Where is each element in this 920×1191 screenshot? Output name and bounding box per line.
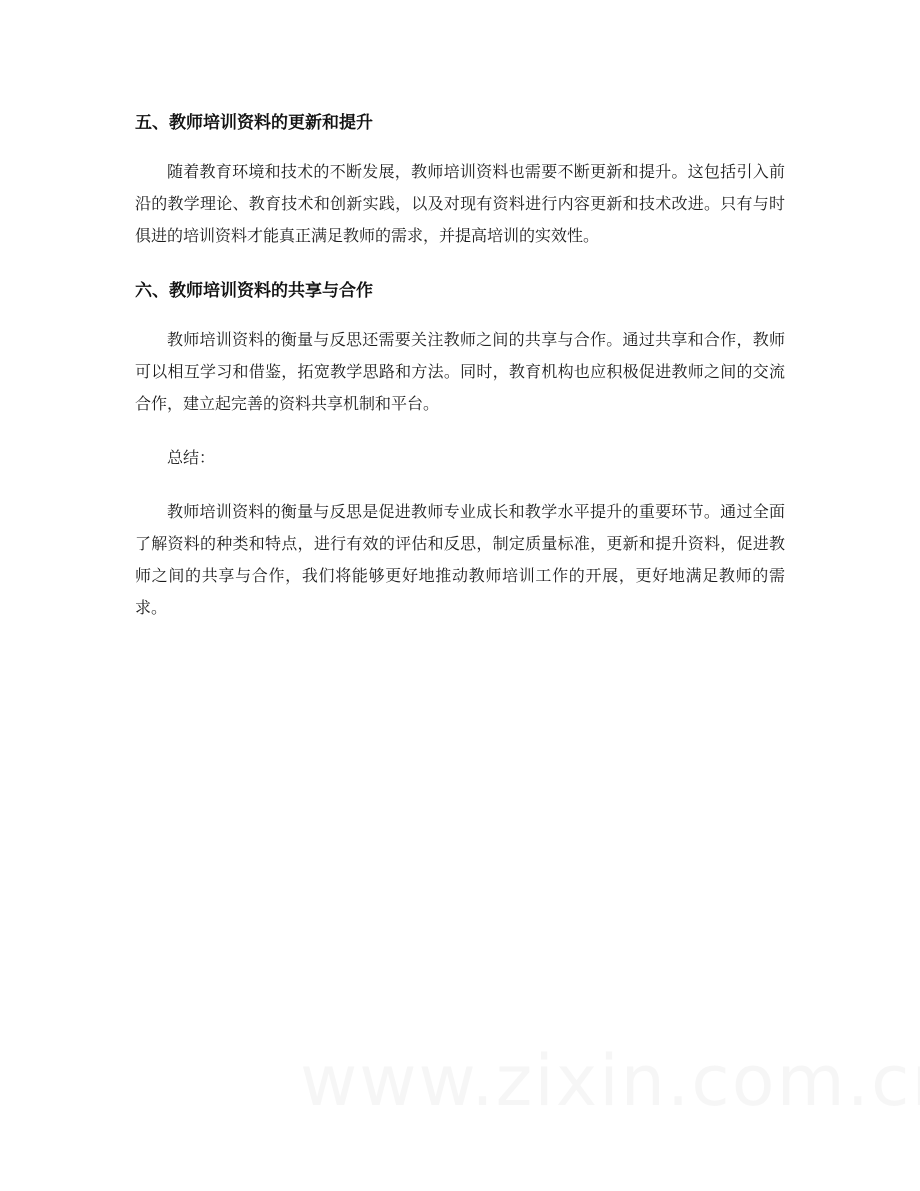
section-5-paragraph: 随着教育环境和技术的不断发展，教师培训资料也需要不断更新和提升。这包括引入前沿的教学理论、教育技术和创新实践，以及对现有资料进行内容更新和技术改进。只有与时俱进的培训资料才能真正满足教师的需求，并提高培训的实效性。 [135, 162, 785, 245]
document-body [135, 106, 785, 646]
section-heading-5: 五、教师培训资料的更新和提升 [135, 113, 373, 133]
section-6-paragraph: 教师培训资料的衡量与反思还需要关注教师之间的共享与合作。通过共享和合作，教师可以相互学习和借鉴，拓宽教学思路和方法。同时，教育机构也应积极促进教师之间的交流合作，建立起完善的资料共享机制和平台。 [135, 330, 785, 413]
summary-label: 总结： [167, 448, 216, 467]
section-heading-6: 六、教师培训资料的共享与合作 [135, 281, 373, 301]
watermark-text [300, 1040, 860, 1122]
summary-paragraph: 教师培训资料的衡量与反思是促进教师专业成长和教学水平提升的重要环节。通过全面了解资料的种类和特点，进行有效的评估和反思，制定质量标准，更新和提升资料，促进教师之间的共享与合作，我们将能够更好地推动教师培训工作的开展，更好地满足教师的需求。 [135, 502, 785, 617]
